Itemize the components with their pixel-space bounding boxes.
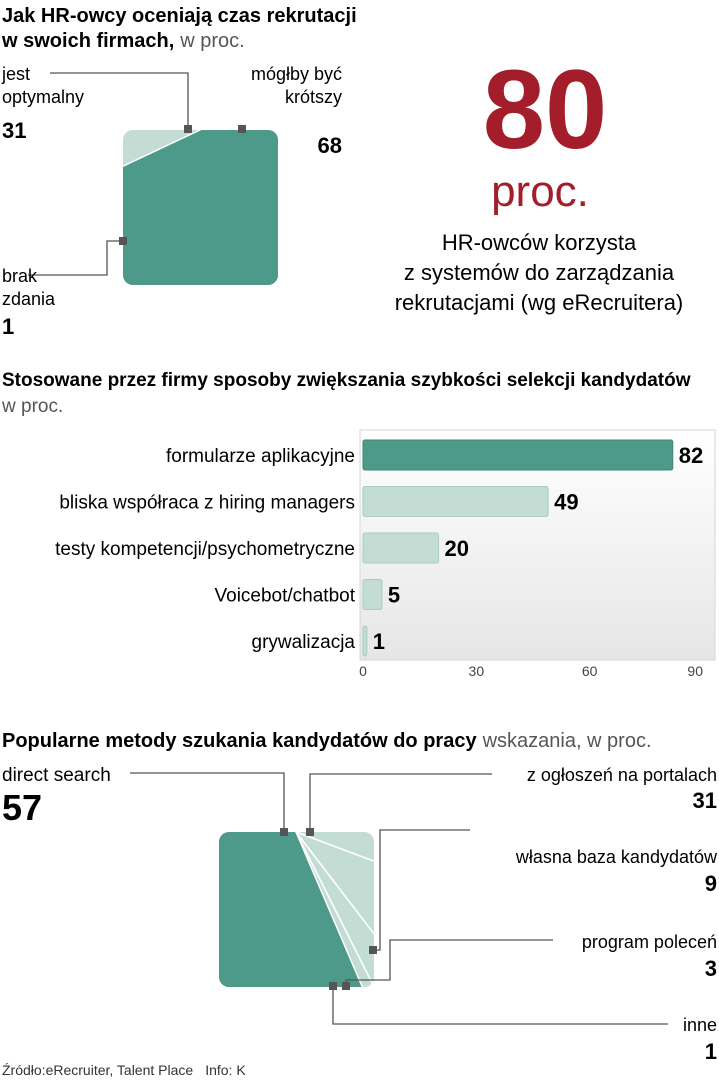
pie1-marker-krotszy bbox=[238, 125, 246, 133]
bar-label-testy-kompetencji-psychometryczne: testy kompetencji/psychometryczne bbox=[55, 539, 355, 560]
chart3-connectors bbox=[130, 773, 668, 1024]
pie2-slice-direct-search bbox=[0, 512, 422, 1080]
footer-line bbox=[2, 1062, 246, 1078]
pie1-value-optymalny: 31 bbox=[2, 118, 27, 143]
pie2-value-polecenia: 3 bbox=[704, 956, 717, 981]
chart3-title: Popularne metody szukania kandydatów do pracy bbox=[2, 730, 477, 752]
bar-label-bliska-wspolraca-z-hiring-managers: bliska współraca z hiring managers bbox=[59, 492, 355, 514]
bar-tick-30: 30 bbox=[468, 663, 485, 679]
chart2-title: Stosowane przez firmy sposoby zwiększania szybkości selekcji kandydatów bbox=[2, 370, 691, 391]
bar-formularze-aplikacyjne bbox=[363, 440, 673, 470]
pie1-value-krotszy: 68 bbox=[317, 133, 342, 158]
chart1-title: Jak HR-owcy oceniają czas rekrutacji bbox=[2, 5, 357, 27]
highlight-value: 80 bbox=[482, 47, 608, 172]
pie2-value-direct: 57 bbox=[2, 787, 43, 828]
chart3-heading bbox=[2, 730, 652, 752]
pie2-label-portale: z ogłoszeń na portalach bbox=[526, 765, 717, 785]
bar-bliska-wspolraca-z-hiring-managers bbox=[363, 487, 548, 517]
pie1-label-brak-1: brak bbox=[2, 266, 38, 286]
pie2-label-inne: inne bbox=[682, 1015, 717, 1035]
pie1-label-krotszy-1: mógłby być bbox=[250, 64, 342, 84]
bar-axis-ticks bbox=[359, 663, 703, 679]
pie2-label-direct: direct search bbox=[2, 765, 111, 786]
footer-info: Info: K bbox=[205, 1062, 246, 1078]
pie2-marker-inne bbox=[329, 982, 337, 990]
bar-tick-60: 60 bbox=[581, 663, 598, 679]
bar-tick-0: 0 bbox=[359, 663, 367, 679]
pie2-label-polecenia: program poleceń bbox=[581, 932, 717, 952]
pie1-label-optymalny-2: optymalny bbox=[2, 87, 85, 107]
pie1-marker-brak bbox=[119, 237, 127, 245]
bar-value-formularze-aplikacyjne: 82 bbox=[678, 443, 704, 468]
bar-label-formularze-aplikacyjne: formularze aplikacyjne bbox=[165, 446, 355, 467]
pie2-marker-wlasna bbox=[369, 946, 377, 954]
bar-testy-kompetencji-psychometryczne bbox=[363, 533, 439, 563]
highlight-line-3: rekrutacjami (wg eRecruitera) bbox=[394, 290, 684, 315]
bar-label-voicebot-chatbot: Voicebot/chatbot bbox=[214, 585, 355, 607]
bar-value-testy-kompetencji-psychometryczne: 20 bbox=[444, 536, 470, 561]
pie1-label-brak-2: zdania bbox=[2, 289, 56, 309]
pie2-marker-direct bbox=[280, 828, 288, 836]
bar-value-bliska-wspolraca-z-hiring-managers: 49 bbox=[554, 489, 579, 515]
bar-tick-90: 90 bbox=[687, 663, 703, 679]
bar-value-grywalizacja: 1 bbox=[372, 629, 386, 654]
highlight-line-2: z systemów do zarządzania bbox=[403, 260, 675, 285]
pie1-value-brak: 1 bbox=[2, 314, 15, 339]
bar-grywalizacja bbox=[363, 626, 367, 656]
bar-label-grywalizacja: grywalizacja bbox=[251, 632, 355, 653]
highlight-unit: proc. bbox=[491, 167, 589, 216]
pie2-marker-portale bbox=[306, 828, 314, 836]
bar-voicebot-chatbot bbox=[363, 580, 382, 610]
highlight-line-1: HR-owców korzysta bbox=[441, 230, 637, 255]
pie2-value-portale: 31 bbox=[692, 788, 717, 813]
chart1-title-line2-bold: w swoich firmach, bbox=[2, 30, 175, 52]
pie2-label-wlasna: własna baza kandydatów bbox=[515, 847, 717, 867]
bar-value-voicebot-chatbot: 5 bbox=[387, 582, 401, 608]
footer-source: Źródło:eRecruiter, Talent Place bbox=[2, 1062, 194, 1078]
pie1-marker-optymalny bbox=[184, 125, 192, 133]
chart2-unit-note: w proc. bbox=[2, 396, 64, 417]
chart1-title-line2 bbox=[1, 30, 245, 52]
pie2-value-inne: 1 bbox=[704, 1039, 717, 1064]
pie2-value-wlasna: 9 bbox=[704, 871, 717, 896]
chart1-unit-note: w proc. bbox=[180, 30, 245, 52]
pie1-label-krotszy-2: krótszy bbox=[284, 87, 342, 107]
chart3-unit-note: wskazania, w proc. bbox=[482, 730, 652, 752]
pie2-marker-polecenia bbox=[342, 982, 350, 990]
pie1-label-optymalny-1: jest bbox=[2, 64, 31, 84]
